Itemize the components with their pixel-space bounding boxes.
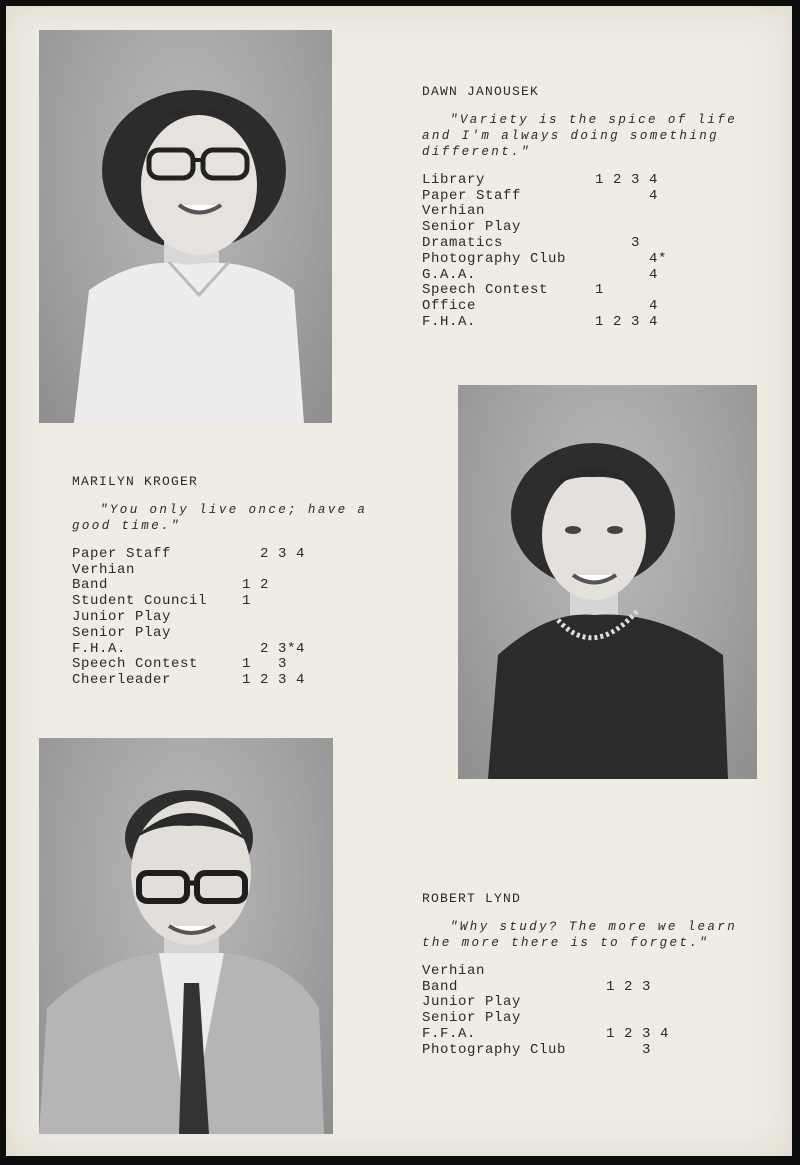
activity-label: G.A.A. — [422, 266, 477, 283]
student-quote — [422, 112, 737, 160]
activity-label: Paper Staff — [72, 545, 172, 562]
activity-years: 3 — [595, 234, 641, 251]
activity-row — [422, 980, 737, 996]
activity-row — [422, 283, 737, 299]
activity-label: Photography Club — [422, 250, 567, 267]
quote-line: "Variety is the spice of life — [450, 112, 738, 127]
activity-row — [422, 189, 737, 205]
yearbook-page — [6, 6, 792, 1156]
activity-years: 1 2 3 4 — [242, 672, 306, 689]
student-quote — [422, 919, 737, 951]
activity-years: 1 2 3 4 — [595, 313, 659, 330]
student-entry — [72, 474, 367, 689]
activity-row — [72, 578, 367, 594]
activity-years: 1 2 3 4 — [606, 1025, 670, 1042]
student-portrait-photo — [39, 738, 333, 1134]
activity-years: 2 3 4 — [242, 545, 306, 562]
activity-label: Junior Play — [72, 608, 172, 625]
student-name: ROBERT LYND — [422, 891, 522, 906]
activity-row — [422, 173, 737, 189]
activity-row — [422, 268, 737, 284]
activity-label: Student Council — [72, 593, 208, 610]
activity-row — [422, 1043, 737, 1059]
quote-line: different." — [422, 144, 531, 159]
portrait-boy-glasses-icon — [39, 738, 333, 1134]
activity-label: Senior Play — [422, 1010, 522, 1027]
activity-row — [422, 252, 737, 268]
activity-row — [72, 657, 367, 673]
activity-label: F.F.A. — [422, 1025, 477, 1042]
quote-line: "You only live once; have a — [100, 502, 368, 517]
activity-list — [422, 173, 737, 331]
activity-row — [422, 995, 737, 1011]
activity-label: Senior Play — [72, 624, 172, 641]
activity-row — [422, 220, 737, 236]
activity-row — [422, 964, 737, 980]
activity-list — [72, 547, 367, 689]
activity-years: 3 — [606, 1041, 652, 1058]
activity-row — [72, 547, 367, 563]
activity-label: Verhian — [422, 962, 486, 979]
activity-row — [72, 610, 367, 626]
student-name: MARILYN KROGER — [72, 474, 199, 489]
activity-years: 1 — [595, 282, 605, 299]
activity-row — [422, 315, 737, 331]
activity-years: 1 2 3 4 — [595, 171, 659, 188]
activity-label: Paper Staff — [422, 187, 522, 204]
activity-label: Band — [422, 978, 459, 995]
activity-label: Cheerleader — [72, 672, 172, 689]
activity-years: 4 — [595, 298, 659, 315]
activity-label: Speech Contest — [72, 656, 199, 673]
portrait-girl-glasses-icon — [39, 30, 332, 423]
activity-row — [422, 236, 737, 252]
activity-row — [72, 594, 367, 610]
student-quote — [72, 502, 367, 534]
activity-years: 1 2 — [242, 577, 270, 594]
activity-label: F.H.A. — [72, 640, 127, 657]
student-name: DAWN JANOUSEK — [422, 84, 540, 99]
activity-label: Senior Play — [422, 219, 522, 236]
activity-label: Office — [422, 298, 477, 315]
activity-row — [422, 1011, 737, 1027]
activity-label: Verhian — [422, 203, 486, 220]
activity-years: 1 3 — [242, 656, 288, 673]
activity-row — [72, 563, 367, 579]
activity-label: Junior Play — [422, 994, 522, 1011]
activity-row — [72, 626, 367, 642]
activity-label: Dramatics — [422, 234, 504, 251]
activity-years: 4* — [595, 250, 668, 267]
portrait-girl-necklace-icon — [458, 385, 757, 779]
activity-row — [422, 299, 737, 315]
activity-years: 4 — [595, 266, 659, 283]
quote-line: good time." — [72, 518, 181, 533]
activity-years: 4 — [595, 187, 659, 204]
activity-row — [422, 1027, 737, 1043]
activity-label: Band — [72, 577, 109, 594]
activity-label: Photography Club — [422, 1041, 567, 1058]
quote-line: and I'm always doing something — [422, 128, 720, 143]
student-portrait-photo — [39, 30, 332, 423]
activity-list — [422, 964, 737, 1059]
activity-label: Library — [422, 171, 486, 188]
activity-row — [72, 673, 367, 689]
student-entry — [422, 84, 737, 331]
activity-years: 2 3*4 — [242, 640, 306, 657]
student-portrait-photo — [458, 385, 757, 779]
activity-label: Speech Contest — [422, 282, 549, 299]
quote-line: "Why study? The more we learn — [450, 919, 738, 934]
activity-row — [72, 642, 367, 658]
quote-line: the more there is to forget." — [422, 935, 710, 950]
activity-row — [422, 204, 737, 220]
student-entry — [422, 891, 737, 1059]
activity-label: F.H.A. — [422, 313, 477, 330]
activity-label: Verhian — [72, 561, 136, 578]
activity-years: 1 — [242, 593, 252, 610]
activity-years: 1 2 3 — [606, 978, 652, 995]
